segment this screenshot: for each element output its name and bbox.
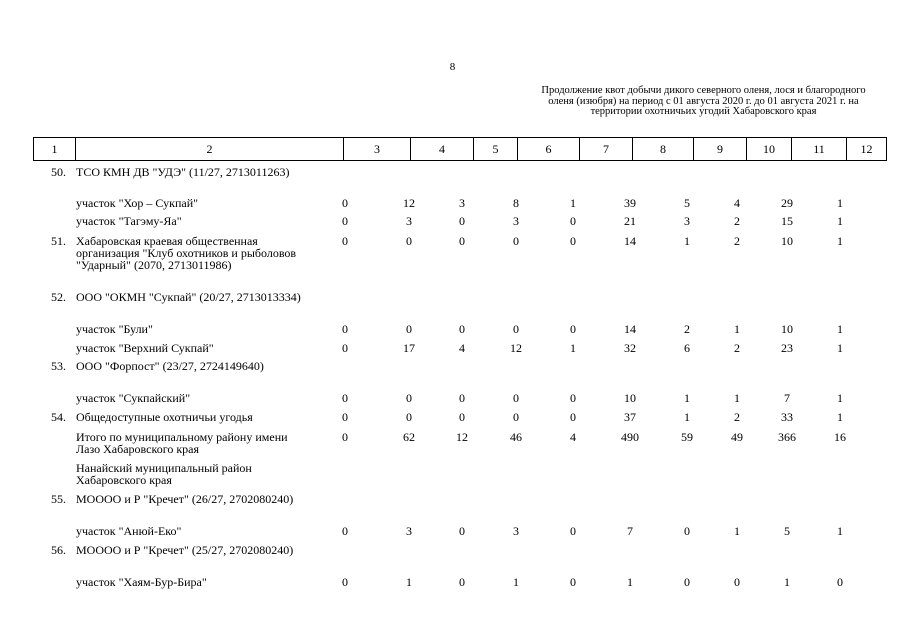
cell-col-6: 46 — [510, 430, 522, 444]
cell-col-10: 0 — [734, 575, 740, 589]
cell-col-12: 1 — [837, 196, 843, 210]
cell-col-8: 37 — [624, 410, 636, 424]
cell-col-4: 12 — [403, 196, 415, 210]
cell-col-12: 1 — [837, 341, 843, 355]
cell-col-3: 0 — [342, 234, 348, 248]
cell-col-9: 1 — [684, 410, 690, 424]
cell-col-5: 0 — [459, 391, 465, 405]
cell-col-10: 4 — [734, 196, 740, 210]
cell-col-9: 1 — [684, 234, 690, 248]
cell-col-4: 17 — [403, 341, 415, 355]
cell-col-3: 0 — [342, 341, 348, 355]
cell-col-8: 21 — [624, 214, 636, 228]
cell-col-8: 39 — [624, 196, 636, 210]
cell-col-10: 2 — [734, 410, 740, 424]
cell-col-3: 0 — [342, 214, 348, 228]
cell-col-12: 0 — [837, 575, 843, 589]
cell-col-8: 14 — [624, 234, 636, 248]
cell-col-9: 2 — [684, 322, 690, 336]
cell-col-6: 0 — [513, 322, 519, 336]
row-name: участок "Хаям-Бур-Бира" — [76, 575, 207, 589]
cell-col-5: 4 — [459, 341, 465, 355]
cell-col-5: 0 — [459, 410, 465, 424]
table-caption: Продолжение квот добычи дикого северного оленя, лося и благородного оленя (изюбря) на период с 01 августа 2020 г. до 01 августа 2021 г. на территории охотничьих угодий Хабаровского края — [541, 85, 866, 117]
cell-col-12: 1 — [837, 214, 843, 228]
row-number: 54. — [51, 410, 66, 424]
quota-table-body — [33, 160, 866, 610]
cell-col-10: 2 — [734, 214, 740, 228]
column-header-row — [33, 137, 887, 161]
cell-col-8: 1 — [627, 575, 633, 589]
cell-col-4: 3 — [406, 524, 412, 538]
cell-col-9: 0 — [684, 524, 690, 538]
column-header-1: 1 — [34, 138, 76, 161]
cell-col-8: 14 — [624, 322, 636, 336]
cell-col-10: 2 — [734, 234, 740, 248]
row-name: Нанайский муниципальный район Хабаровского края — [76, 461, 252, 487]
cell-col-9: 1 — [684, 391, 690, 405]
cell-col-9: 3 — [684, 214, 690, 228]
cell-col-11: 1 — [784, 575, 790, 589]
row-name: ТСО КМН ДВ "УДЭ" (11/27, 2713011263) — [76, 165, 290, 179]
cell-col-7: 4 — [570, 430, 576, 444]
cell-col-3: 0 — [342, 575, 348, 589]
cell-col-3: 0 — [342, 391, 348, 405]
cell-col-4: 3 — [406, 214, 412, 228]
cell-col-7: 1 — [570, 196, 576, 210]
cell-col-10: 1 — [734, 524, 740, 538]
column-header-12: 12 — [847, 138, 887, 161]
cell-col-12: 16 — [834, 430, 846, 444]
column-header-7: 7 — [580, 138, 633, 161]
row-name: МОООО и Р "Кречет" (25/27, 2702080240) — [76, 543, 294, 557]
cell-col-6: 1 — [513, 575, 519, 589]
cell-col-4: 62 — [403, 430, 415, 444]
row-name: ООО "ОКМН "Сукпай" (20/27, 2713013334) — [76, 290, 301, 304]
cell-col-12: 1 — [837, 322, 843, 336]
cell-col-9: 59 — [681, 430, 693, 444]
cell-col-4: 0 — [406, 234, 412, 248]
cell-col-8: 32 — [624, 341, 636, 355]
cell-col-11: 15 — [781, 214, 793, 228]
cell-col-5: 12 — [456, 430, 468, 444]
row-name: участок "Тагэму-Яа" — [76, 214, 182, 228]
cell-col-7: 0 — [570, 322, 576, 336]
cell-col-7: 0 — [570, 410, 576, 424]
cell-col-12: 1 — [837, 234, 843, 248]
cell-col-7: 0 — [570, 391, 576, 405]
cell-col-6: 0 — [513, 391, 519, 405]
column-header-11: 11 — [792, 138, 847, 161]
cell-col-10: 1 — [734, 322, 740, 336]
cell-col-5: 0 — [459, 322, 465, 336]
cell-col-3: 0 — [342, 410, 348, 424]
row-name: участок "Були" — [76, 322, 153, 336]
row-number: 53. — [51, 359, 66, 373]
cell-col-10: 2 — [734, 341, 740, 355]
cell-col-11: 33 — [781, 410, 793, 424]
row-number: 55. — [51, 492, 66, 506]
column-header-6: 6 — [518, 138, 580, 161]
row-name: ООО "Форпост" (23/27, 2724149640) — [76, 359, 264, 373]
cell-col-8: 10 — [624, 391, 636, 405]
column-header-5: 5 — [474, 138, 518, 161]
cell-col-4: 0 — [406, 410, 412, 424]
cell-col-6: 12 — [510, 341, 522, 355]
cell-col-9: 5 — [684, 196, 690, 210]
cell-col-9: 0 — [684, 575, 690, 589]
row-name: Общедоступные охотничьи угодья — [76, 410, 253, 424]
row-name: МОООО и Р "Кречет" (26/27, 2702080240) — [76, 492, 294, 506]
cell-col-5: 0 — [459, 524, 465, 538]
cell-col-3: 0 — [342, 524, 348, 538]
column-header-2: 2 — [76, 138, 344, 161]
row-number: 56. — [51, 543, 66, 557]
row-name: участок "Хор – Сукпай" — [76, 196, 199, 210]
cell-col-6: 0 — [513, 234, 519, 248]
cell-col-11: 23 — [781, 341, 793, 355]
row-name: Итого по муниципальному району имени Лазо Хабаровского края — [76, 430, 288, 456]
cell-col-8: 7 — [627, 524, 633, 538]
cell-col-5: 3 — [459, 196, 465, 210]
cell-col-7: 0 — [570, 234, 576, 248]
cell-col-3: 0 — [342, 196, 348, 210]
row-number: 52. — [51, 290, 66, 304]
column-header-8: 8 — [633, 138, 694, 161]
row-name: участок "Верхний Сукпай" — [76, 341, 214, 355]
cell-col-6: 8 — [513, 196, 519, 210]
row-number: 50. — [51, 165, 66, 179]
cell-col-7: 0 — [570, 575, 576, 589]
cell-col-6: 3 — [513, 524, 519, 538]
cell-col-6: 3 — [513, 214, 519, 228]
cell-col-10: 1 — [734, 391, 740, 405]
cell-col-7: 0 — [570, 524, 576, 538]
page-number: 8 — [449, 61, 456, 73]
cell-col-10: 49 — [731, 430, 743, 444]
cell-col-4: 1 — [406, 575, 412, 589]
cell-col-3: 0 — [342, 430, 348, 444]
cell-col-5: 0 — [459, 214, 465, 228]
cell-col-12: 1 — [837, 524, 843, 538]
cell-col-11: 10 — [781, 322, 793, 336]
cell-col-7: 0 — [570, 214, 576, 228]
row-name: Хабаровская краевая общественная организация "Клуб охотников и рыболовов "Ударный" (2070, 2713011986) — [76, 234, 297, 272]
cell-col-11: 5 — [784, 524, 790, 538]
row-number: 51. — [51, 234, 66, 248]
cell-col-11: 7 — [784, 391, 790, 405]
cell-col-3: 0 — [342, 322, 348, 336]
cell-col-4: 0 — [406, 322, 412, 336]
cell-col-5: 0 — [459, 575, 465, 589]
cell-col-12: 1 — [837, 391, 843, 405]
cell-col-11: 29 — [781, 196, 793, 210]
cell-col-7: 1 — [570, 341, 576, 355]
column-header-3: 3 — [344, 138, 411, 161]
cell-col-9: 6 — [684, 341, 690, 355]
cell-col-11: 10 — [781, 234, 793, 248]
row-name: участок "Анюй-Еко" — [76, 524, 182, 538]
cell-col-11: 366 — [778, 430, 796, 444]
cell-col-8: 490 — [621, 430, 639, 444]
cell-col-6: 0 — [513, 410, 519, 424]
column-header-9: 9 — [694, 138, 747, 161]
column-header-4: 4 — [411, 138, 474, 161]
cell-col-5: 0 — [459, 234, 465, 248]
cell-col-12: 1 — [837, 410, 843, 424]
row-name: участок "Сукпайский" — [76, 391, 191, 405]
cell-col-4: 0 — [406, 391, 412, 405]
column-header-10: 10 — [747, 138, 792, 161]
